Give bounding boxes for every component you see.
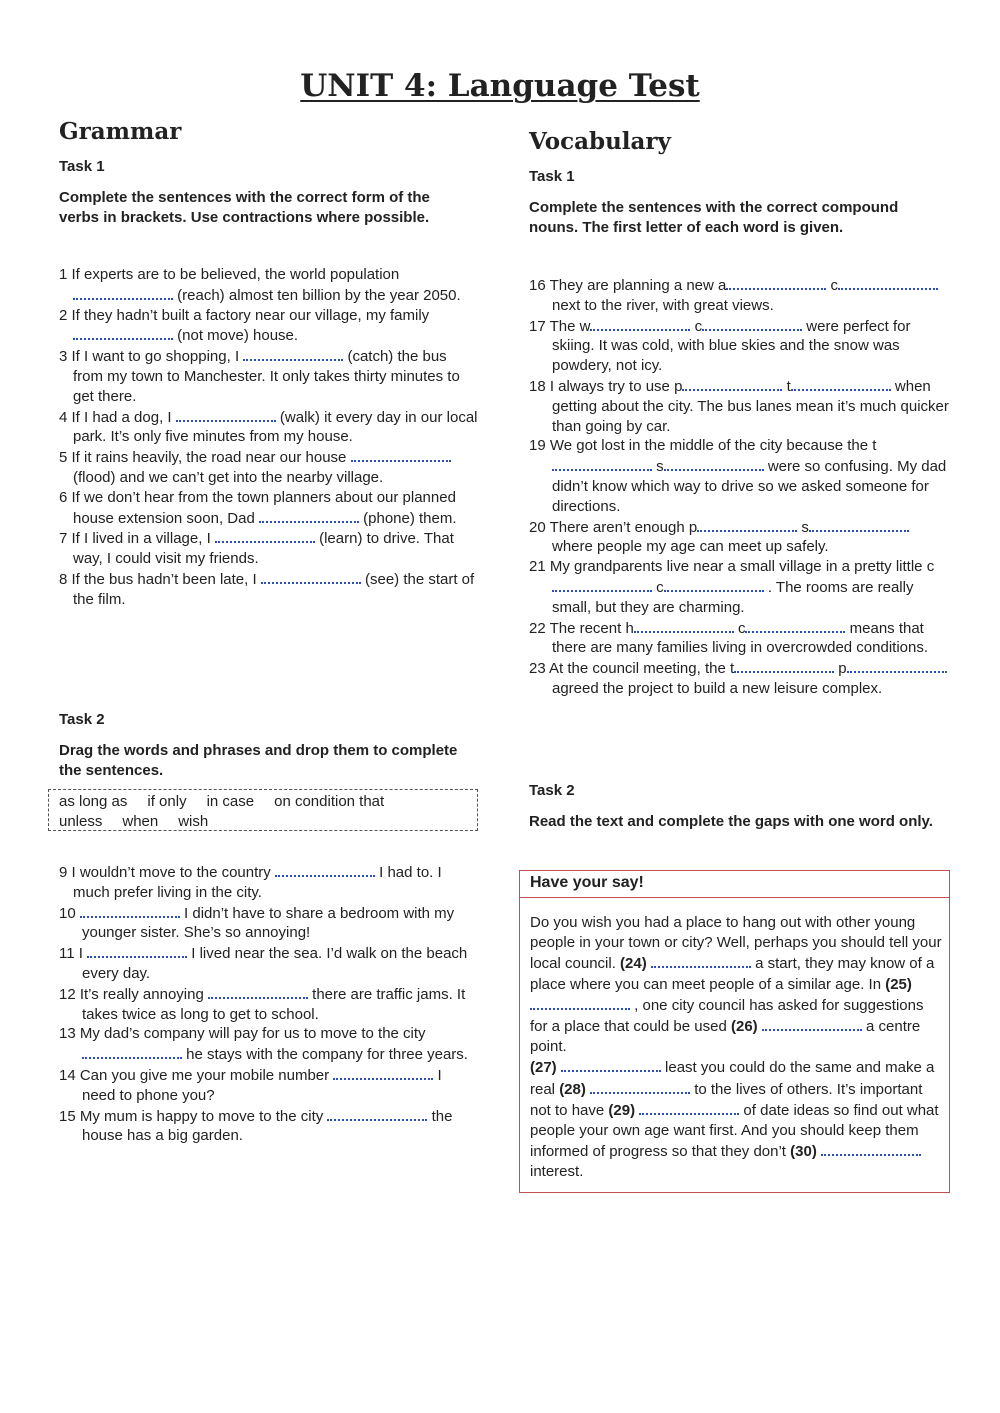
list-item — [59, 346, 479, 406]
sentence-text: 13 My dad’s company will pay for us to move to the city — [59, 1025, 426, 1043]
sentence-text: c — [733, 619, 746, 637]
sentence-text: (see) the start of the film. — [73, 570, 475, 608]
drop-gap[interactable] — [275, 862, 375, 877]
sentence-text: 23 At the council meeting, the t — [529, 660, 735, 678]
answer-gap[interactable] — [664, 577, 764, 592]
answer-gap[interactable] — [259, 508, 359, 523]
sentence-text: means that there are many families living in overcrowded conditions. — [552, 619, 929, 657]
sentence-text: 16 They are planning a new a — [529, 277, 727, 294]
passage-text: least you could do the same and make a real — [530, 1059, 935, 1098]
sentence-text: s — [652, 458, 664, 476]
list-item — [59, 569, 479, 610]
sentence-text: agreed the project to build a new leisure complex. — [552, 679, 883, 697]
passage-text: a centre point. — [530, 1018, 921, 1056]
sentence-text: I didn’t have to share a bedroom with my younger sister. She’s so annoying! — [82, 904, 455, 942]
answer-gap[interactable] — [530, 995, 630, 1010]
vocab-task1-instruction: Complete the sentences with the correct compound nouns. The first letter of each word is given. — [529, 199, 899, 236]
list-item — [59, 407, 479, 448]
sentence-text: (flood) and we can’t get into the nearby village. — [73, 468, 384, 486]
sentence-text: 4 If I had a dog, I — [59, 408, 176, 426]
list-item — [59, 1065, 479, 1106]
gap-number: (30) — [790, 1143, 817, 1161]
answer-gap[interactable] — [215, 528, 315, 543]
sentence-text: 18 I always try to use p — [529, 377, 683, 395]
sentence-text: 5 If it rains heavily, the road near our house — [59, 449, 351, 467]
drop-gap[interactable] — [208, 984, 308, 999]
sentence-text: 19 We got lost in the middle of the city because the t — [529, 437, 877, 455]
drop-gap[interactable] — [327, 1106, 427, 1121]
grammar-task1-instruction: Complete the sentences with the correct form of the verbs in brackets. Use contractions where possible. — [59, 189, 430, 226]
gap-number: (25) — [885, 975, 912, 993]
answer-gap[interactable] — [552, 456, 652, 471]
sentence-text: 21 My grandparents live near a small village in a pretty little c — [529, 558, 935, 576]
gap-number: (27) — [530, 1059, 557, 1077]
passage-text: Do you wish you had a place to hang out with other young people in your town or city? Well, perhaps you should tell your local council. — [530, 914, 942, 973]
answer-gap[interactable] — [809, 517, 909, 532]
have-your-say-title: Have your say! — [520, 871, 949, 898]
word-chip[interactable]: if only — [147, 793, 187, 810]
answer-gap[interactable] — [697, 517, 797, 532]
vocabulary-heading: Vocabulary — [529, 128, 671, 155]
have-your-say-text — [520, 898, 949, 1183]
answer-gap[interactable] — [821, 1141, 921, 1156]
answer-gap[interactable] — [243, 346, 343, 361]
sentence-text: 11 I — [59, 945, 88, 963]
drop-gap[interactable] — [82, 1044, 182, 1059]
gap-number: (24) — [620, 955, 647, 973]
sentence-text: were perfect for skiing. It was cold, with blue skies and the snow was powdery, not icy. — [552, 317, 911, 375]
sentence-text: 1 If experts are to be believed, the world population — [59, 266, 400, 283]
gap-number: (26) — [730, 1018, 758, 1036]
sentence-text: (learn) to drive. That way, I could visit my friends. — [73, 530, 454, 568]
sentence-text: (reach) almost ten billion by the year 2050. — [173, 286, 461, 304]
sentence-text: 20 There aren’t enough p — [529, 518, 698, 536]
answer-gap[interactable] — [838, 275, 938, 290]
drop-gap[interactable] — [87, 943, 187, 958]
answer-gap[interactable] — [702, 316, 802, 331]
answer-gap[interactable] — [734, 658, 834, 673]
answer-gap[interactable] — [561, 1057, 661, 1072]
sentence-text: where people my age can meet up safely. — [552, 538, 829, 556]
list-item — [529, 376, 949, 436]
passage-text: of date ideas so find out what people your own age want first. And you should keep them informed of progress so that they don’t — [530, 1101, 939, 1161]
word-chip[interactable]: wish — [178, 812, 209, 830]
vocab-task2-instruction: Read the text and complete the gaps with one word only. — [529, 813, 933, 830]
sentence-text: 7 If I lived in a village, I — [59, 530, 215, 548]
list-item — [529, 557, 949, 617]
sentence-text: 22 The recent h — [529, 619, 634, 637]
word-chip[interactable]: when — [122, 812, 159, 830]
sentence-text: 10 — [59, 904, 80, 922]
sentence-text: (walk) it every day in our local park. It’s only five minutes from my house. — [73, 408, 478, 446]
answer-gap[interactable] — [762, 1016, 862, 1031]
list-item — [59, 943, 479, 984]
word-bank-row — [59, 812, 477, 832]
answer-gap[interactable] — [791, 376, 891, 391]
list-item — [529, 436, 949, 516]
word-chip[interactable]: on condition that — [274, 793, 385, 810]
list-item — [59, 447, 479, 488]
have-your-say-box — [519, 870, 950, 1193]
sentence-text: 3 If I want to go shopping, I — [59, 348, 244, 366]
answer-gap[interactable] — [682, 376, 782, 391]
answer-gap[interactable] — [847, 658, 947, 673]
sentence-text: 9 I wouldn’t move to the country — [59, 864, 275, 881]
sentence-text: t — [782, 377, 791, 395]
answer-gap[interactable] — [634, 618, 734, 633]
word-chip[interactable]: in case — [206, 793, 255, 810]
grammar-task2-list — [59, 862, 479, 1146]
sentence-text: (catch) the bus from my town to Manchester. It only takes thirty minutes to get there. — [73, 348, 460, 405]
list-item — [59, 306, 479, 347]
list-item — [59, 984, 479, 1025]
sentence-text: (not move) house. — [173, 327, 299, 345]
sentence-text: c — [690, 317, 703, 335]
sentence-text: were so confusing. My dad didn’t know which way to drive so we asked someone for directions. — [552, 458, 947, 515]
grammar-task2-instruction: Drag the words and phrases and drop them to complete the sentences. — [59, 742, 458, 779]
grammar-task2-label: Task 2 — [59, 711, 105, 728]
word-bank-row — [59, 792, 477, 812]
sentence-text: there are traffic jams. It takes twice as long to get to school. — [82, 985, 466, 1023]
list-item — [59, 862, 479, 903]
sentence-text: 15 My mum is happy to move to the city — [59, 1107, 328, 1125]
sentence-text: (phone) them. — [358, 509, 457, 527]
answer-gap[interactable] — [664, 456, 764, 471]
answer-gap[interactable] — [726, 275, 826, 290]
sentence-text: c — [652, 578, 664, 596]
vocab-task2-label: Task 2 — [529, 782, 575, 799]
sentence-text: I lived near the sea. I’d walk on the beach every day. — [82, 945, 468, 982]
sentence-text: he stays with the company for three years. — [182, 1046, 468, 1064]
sentence-text: when getting about the city. The bus lanes mean it’s much quicker than going by car. — [552, 377, 949, 435]
answer-gap[interactable] — [351, 447, 451, 462]
sentence-text: 17 The w — [529, 317, 591, 335]
list-item — [59, 488, 479, 529]
grammar-heading: Grammar — [59, 118, 182, 145]
answer-gap[interactable] — [261, 569, 361, 584]
answer-gap[interactable] — [590, 1079, 690, 1094]
drop-gap[interactable] — [333, 1065, 433, 1080]
list-item — [59, 1024, 479, 1065]
passage-text: interest. — [530, 1163, 584, 1181]
passage-text: , one city council has asked for suggestions for a place that could be used — [530, 996, 924, 1036]
sentence-text: c — [826, 277, 839, 294]
sentence-text: 2 If they hadn’t built a factory near our village, my family — [59, 306, 430, 324]
list-item — [529, 658, 949, 699]
answer-gap[interactable] — [590, 316, 690, 331]
answer-gap[interactable] — [745, 618, 845, 633]
list-item — [59, 528, 479, 569]
word-chip[interactable]: as long as — [59, 793, 128, 810]
answer-gap[interactable] — [73, 285, 173, 300]
sentence-text: 12 It’s really annoying — [59, 985, 208, 1003]
answer-gap[interactable] — [651, 953, 751, 968]
gap-number: (29) — [608, 1101, 636, 1119]
sentence-text: the house has a big garden. — [82, 1107, 453, 1145]
sentence-text: 6 If we don’t hear from the town planners about our planned house extension soon, Dad — [59, 488, 456, 527]
sentence-text: s — [797, 518, 809, 536]
list-item — [59, 1106, 479, 1147]
answer-gap[interactable] — [639, 1100, 739, 1115]
grammar-task1-list — [59, 265, 479, 610]
gap-number: (28) — [559, 1080, 586, 1098]
sentence-text: p — [834, 660, 847, 678]
grammar-task1-label: Task 1 — [59, 158, 105, 175]
sentence-text: 14 Can you give me your mobile number — [59, 1066, 334, 1084]
vocab-task1-list — [529, 275, 949, 699]
sentence-text: . The rooms are really small, but they are charming. — [552, 578, 914, 616]
list-item — [529, 316, 949, 376]
list-item — [59, 903, 479, 944]
drop-gap[interactable] — [80, 903, 180, 918]
word-chip[interactable]: unless — [59, 812, 103, 830]
vocab-task1-label: Task 1 — [529, 168, 575, 185]
list-item — [529, 517, 949, 558]
list-item — [529, 618, 949, 659]
passage-text: a start, they may know of a place where you can meet people of a similar age. In — [530, 955, 935, 993]
answer-gap[interactable] — [176, 407, 276, 422]
answer-gap[interactable] — [73, 325, 173, 340]
list-item — [59, 265, 479, 306]
list-item — [529, 275, 949, 316]
sentence-text: next to the river, with great views. — [552, 296, 774, 314]
sentence-text: I had to. I much prefer living in the city. — [73, 864, 442, 901]
word-bank — [48, 789, 478, 831]
passage-text: to the lives of others. It’s important not to have — [530, 1080, 923, 1119]
sentence-text: 8 If the bus hadn’t been late, I — [59, 570, 261, 588]
page-title: UNIT 4: Language Test — [300, 68, 700, 104]
answer-gap[interactable] — [552, 577, 652, 592]
sentence-text: I need to phone you? — [82, 1066, 442, 1104]
